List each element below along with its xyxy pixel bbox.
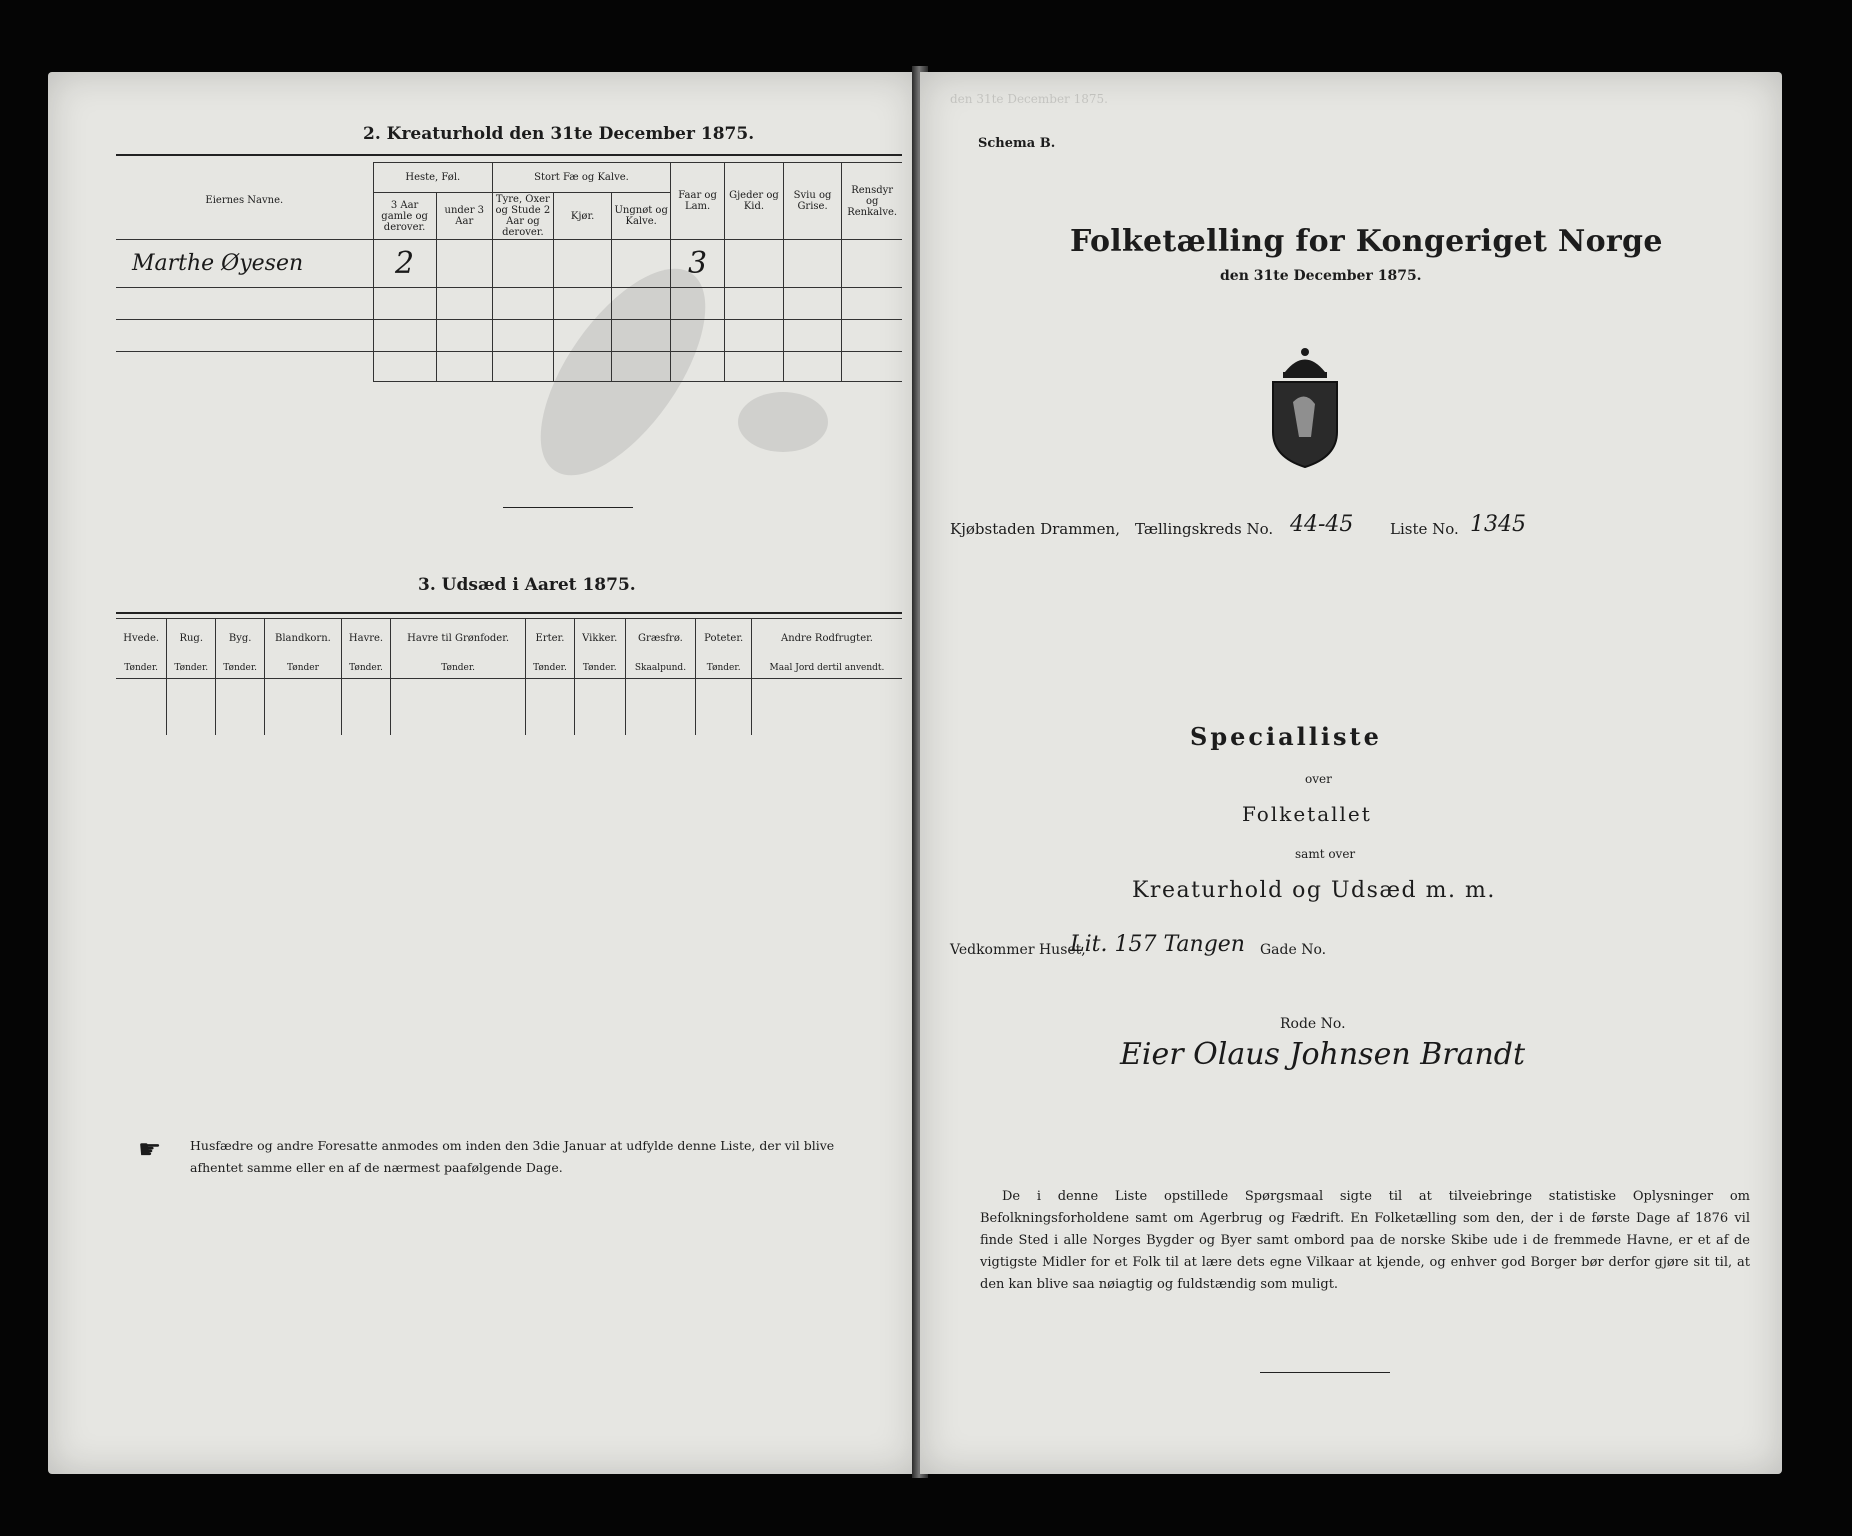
table-row [116,288,902,320]
liste-label: Liste No. [1390,520,1459,538]
col-stort: Stort Fæ og Kalve. [492,163,670,193]
udsaed-col-name: Vikker. [574,619,625,659]
udsaed-col-unit: Tønder. [341,659,390,679]
cell [612,240,671,288]
col-stort-c: Ungnøt og Kalve. [612,193,671,240]
udsaed-col-unit: Tønder. [167,659,216,679]
liste-value: 1345 [1470,512,1526,537]
udsaed-col-name: Rug. [167,619,216,659]
cell [553,240,612,288]
gade-label: Gade No. [1260,942,1327,958]
udsaed-cell [391,679,526,735]
owner-name: Marthe Øyesen [116,240,373,288]
col-gjeder: Gjeder og Kid. [725,163,784,240]
udsaed-col-name: Havre til Grønfoder. [391,619,526,659]
udsaed-cell [625,679,696,735]
heste-value: 2 [373,240,436,288]
right-page [920,72,1782,1474]
udsaed-cell [341,679,390,735]
divider [503,507,633,508]
col-heste-b: under 3 Aar [436,193,492,240]
main-title: Folketælling for Kongeriget Norge [1070,224,1663,259]
udsaed-col-name: Poteter. [696,619,752,659]
col-stort-a: Tyre, Oxer og Stude 2 Aar og derover. [492,193,553,240]
vedkommer-value: Lit. 157 Tangen [1070,932,1245,957]
table-row [116,320,902,352]
cell [783,240,842,288]
udsaed-col-name: Græsfrø. [625,619,696,659]
left-page [48,72,918,1474]
date-line: den 31te December 1875. [1220,268,1422,284]
kreaturhold-text: Kreaturhold og Udsæd m. m. [1132,878,1496,903]
notice-text: Husfædre og andre Foresatte anmodes om inden den 3die Januar at udfylde denne Liste, der vil blive afhentet samme eller en af de nærmest paafølgende Dage. [190,1138,835,1175]
table-row [116,240,902,288]
schema-label: Schema B. [978,136,1056,151]
pointing-hand-icon: ☛ [138,1135,162,1165]
udsaed-col-unit: Tønder. [526,659,575,679]
udsaed-col-unit: Tønder. [216,659,265,679]
kreds-value: 44-45 [1290,512,1354,537]
udsaed-cell [526,679,575,735]
udsaed-col-unit: Tønder. [696,659,752,679]
faar-value: 3 [670,240,724,288]
udsaed-col-unit: Tønder. [574,659,625,679]
col-stort-b: Kjør. [553,193,612,240]
col-faar: Faar og Lam. [670,163,724,240]
divider [1260,1372,1390,1373]
col-heste: Heste, Føl. [373,163,492,193]
udsaed-col-unit: Maal Jord dertil anvendt. [751,659,902,679]
col-rensdyr: Rensdyr og Renkalve. [842,163,902,240]
rule [116,154,902,156]
udsaed-col-name: Havre. [341,619,390,659]
specialliste-title: Specialliste [1190,722,1382,751]
col-svin: Sviu og Grise. [783,163,842,240]
udsaed-cell [574,679,625,735]
section2-title: 2. Kreaturhold den 31te December 1875. [363,124,755,144]
udsaed-cell [167,679,216,735]
udsaed-col-unit: Tønder. [116,659,167,679]
udsaed-col-name: Blandkorn. [265,619,342,659]
cell [842,240,902,288]
eier-name: Eier Olaus Johnsen Brandt [1120,1037,1526,1072]
kreaturhold-table [116,162,902,382]
udsaed-cell [751,679,902,735]
udsaed-cell [696,679,752,735]
kjobstad-label: Kjøbstaden Drammen, [950,520,1120,538]
samt-over-text: samt over [1295,847,1356,861]
udsaed-col-name: Erter. [526,619,575,659]
udsaed-col-name: Andre Rodfrugter. [751,619,902,659]
table-row [116,352,902,382]
rode-label: Rode No. [1280,1016,1346,1032]
over-text: over [1305,772,1332,786]
section3-title: 3. Udsæd i Aaret 1875. [418,575,636,595]
udsaed-col-unit: Skaalpund. [625,659,696,679]
udsaed-cell [265,679,342,735]
bleed-through: den 31te December 1875. [950,92,1108,106]
udsaed-cell [116,679,167,735]
udsaed-table [116,618,902,735]
udsaed-cell [216,679,265,735]
cell [492,240,553,288]
cell [725,240,784,288]
folketallet-text: Folketallet [1242,802,1372,826]
vedkommer-label: Vedkommer Huset, [950,942,1086,958]
col-owner: Eiernes Navne. [116,163,373,240]
coat-of-arms-icon [1265,342,1345,472]
col-heste-a: 3 Aar gamle og derover. [373,193,436,240]
udsaed-col-unit: Tønder [265,659,342,679]
udsaed-col-name: Byg. [216,619,265,659]
kreds-label: Tællingskreds No. [1135,520,1274,538]
cell [436,240,492,288]
udsaed-col-name: Hvede. [116,619,167,659]
closing-paragraph: De i denne Liste opstillede Spørgsmaal sigte til at tilveiebringe statistiske Oplysninger om Befolkningsforholdene samt om Agerbrug og Fædrift. En Folketælling som den, der i de første Dage af 1876 vil finde Sted i alle Norges Bygder og Byer samt ombord paa de norske Skibe ude i de fremmede Havne, er et af de vigtigste Midler for et Folk til at lære dets egne Vilkaar at kjende, og enhver god Borger bør derfor gjøre sit til, at den kan blive saa nøiagtig og fuldstændig som muligt. [980,1189,1750,1292]
ink-stain [738,392,828,452]
rule [116,612,902,614]
udsaed-col-unit: Tønder. [391,659,526,679]
